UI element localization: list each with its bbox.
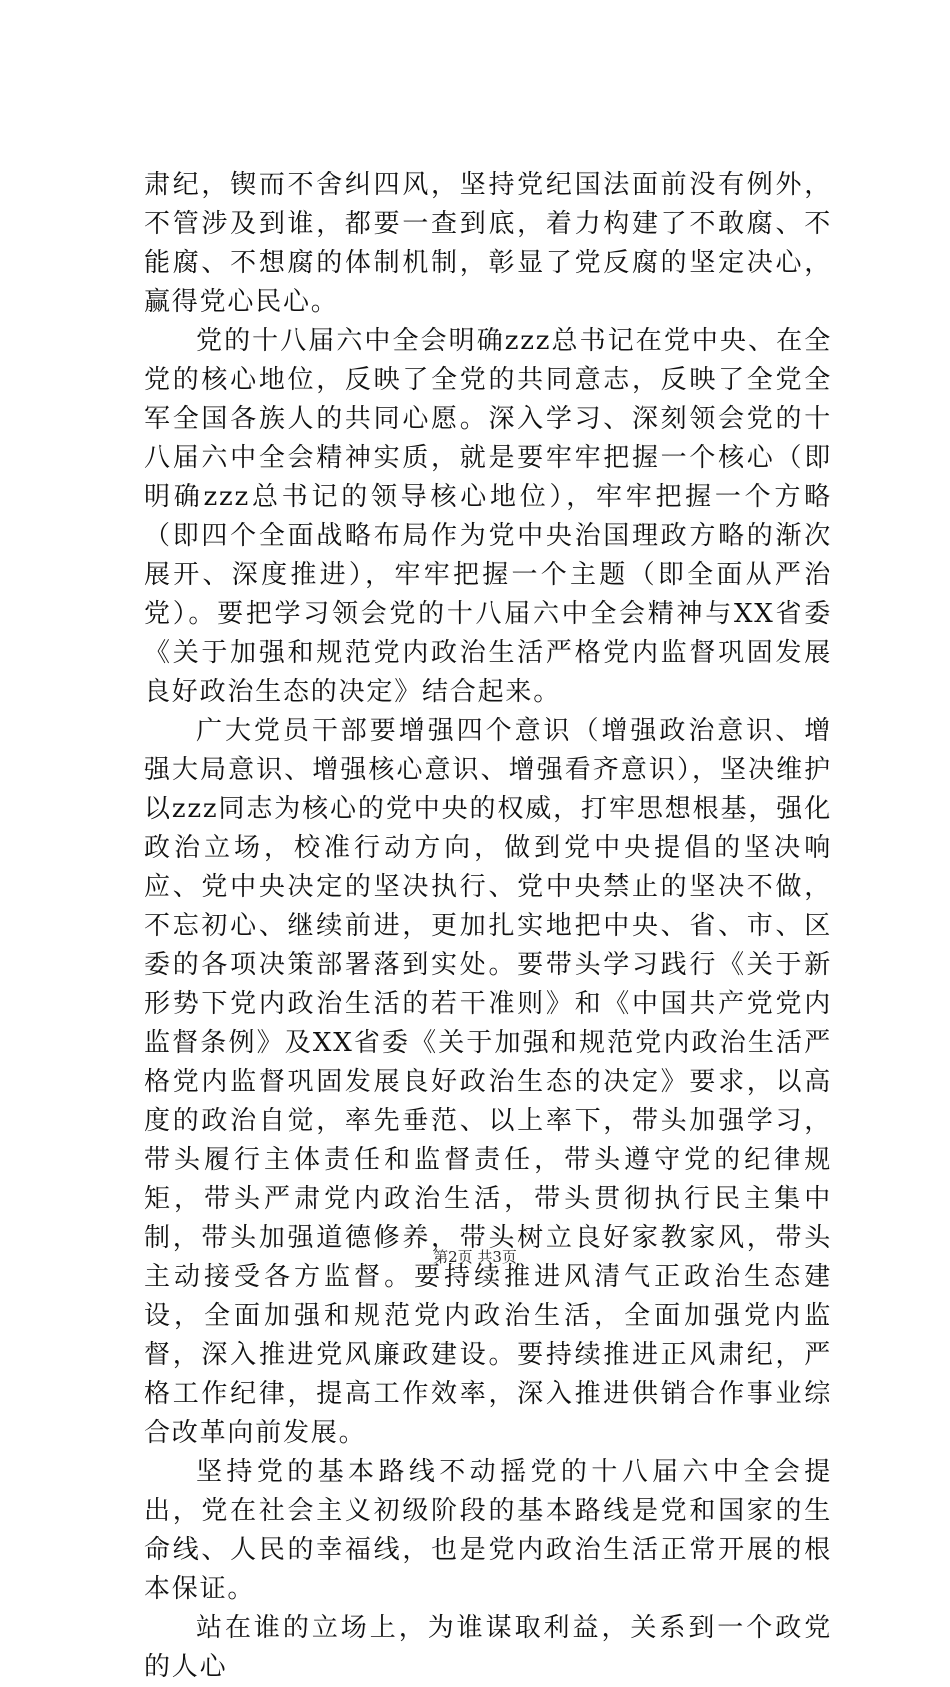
document-body — [144, 166, 832, 1687]
page-number-footer: 第2页 共3页 — [433, 1248, 517, 1266]
paragraph-plenary-session: 党的十八届六中全会明确zzz总书记在党中央、在全党的核心地位，反映了全党的共同意志，反映了全党全军全国各族人的共同心愿。深入学习、深刻领会党的十八届六中全会精神实质，就是要牢牢把握一个核心（即明确zzz总书记的领导核心地位），牢牢把握一个方略（即四个全面战略布局作为党中央治国理政方略的渐次展开、深度推进），牢牢把握一个主题（即全面从严治党）。要把学习领会党的十八届六中全会精神与XX省委《关于加强和规范党内政治生活严格党内监督巩固发展良好政治生态的决定》结合起来。 — [144, 326, 832, 707]
paragraph-continuation: 肃纪，锲而不舍纠四风，坚持党纪国法面前没有例外，不管涉及到谁，都要一查到底，着力构建了不敢腐、不能腐、不想腐的体制机制，彰显了党反腐的坚定决心，赢得党心民心。 — [144, 170, 832, 317]
paragraph-standpoint: 站在谁的立场上，为谁谋取利益，关系到一个政党的人心 — [144, 1613, 832, 1682]
paragraph-basic-line: 坚持党的基本路线不动摇党的十八届六中全会提出，党在社会主义初级阶段的基本路线是党和国家的生命线、人民的幸福线，也是党内政治生活正常开展的根本保证。 — [144, 1457, 832, 1604]
paragraph-four-consciousness: 广大党员干部要增强四个意识（增强政治意识、增强大局意识、增强核心意识、增强看齐意识），坚决维护以zzz同志为核心的党中央的权威，打牢思想根基，强化政治立场，校准行动方向，做到党中央提倡的坚决响应、党中央决定的坚决执行、党中央禁止的坚决不做，不忘初心、继续前进，更加扎实地把中央、省、市、区委的各项决策部署落到实处。要带头学习践行《关于新形势下党内政治生活的若干准则》和《中国共产党党内监督条例》及XX省委《关于加强和规范党内政治生活严格党内监督巩固发展良好政治生态的决定》要求，以高度的政治自觉，率先垂范、以上率下，带头加强学习，带头履行主体责任和监督责任，带头遵守党的纪律规矩，带头严肃党内政治生活，带头贯彻执行民主集中制，带头加强道德修养，带头树立良好家教家风，带头主动接受各方监督。要持续推进风清气正政治生态建设，全面加强和规范党内政治生活，全面加强党内监督，深入推进党风廉政建设。要持续推进正风肃纪，严格工作纪律，提高工作效率，深入推进供销合作事业综合改革向前发展。 — [144, 716, 832, 1448]
